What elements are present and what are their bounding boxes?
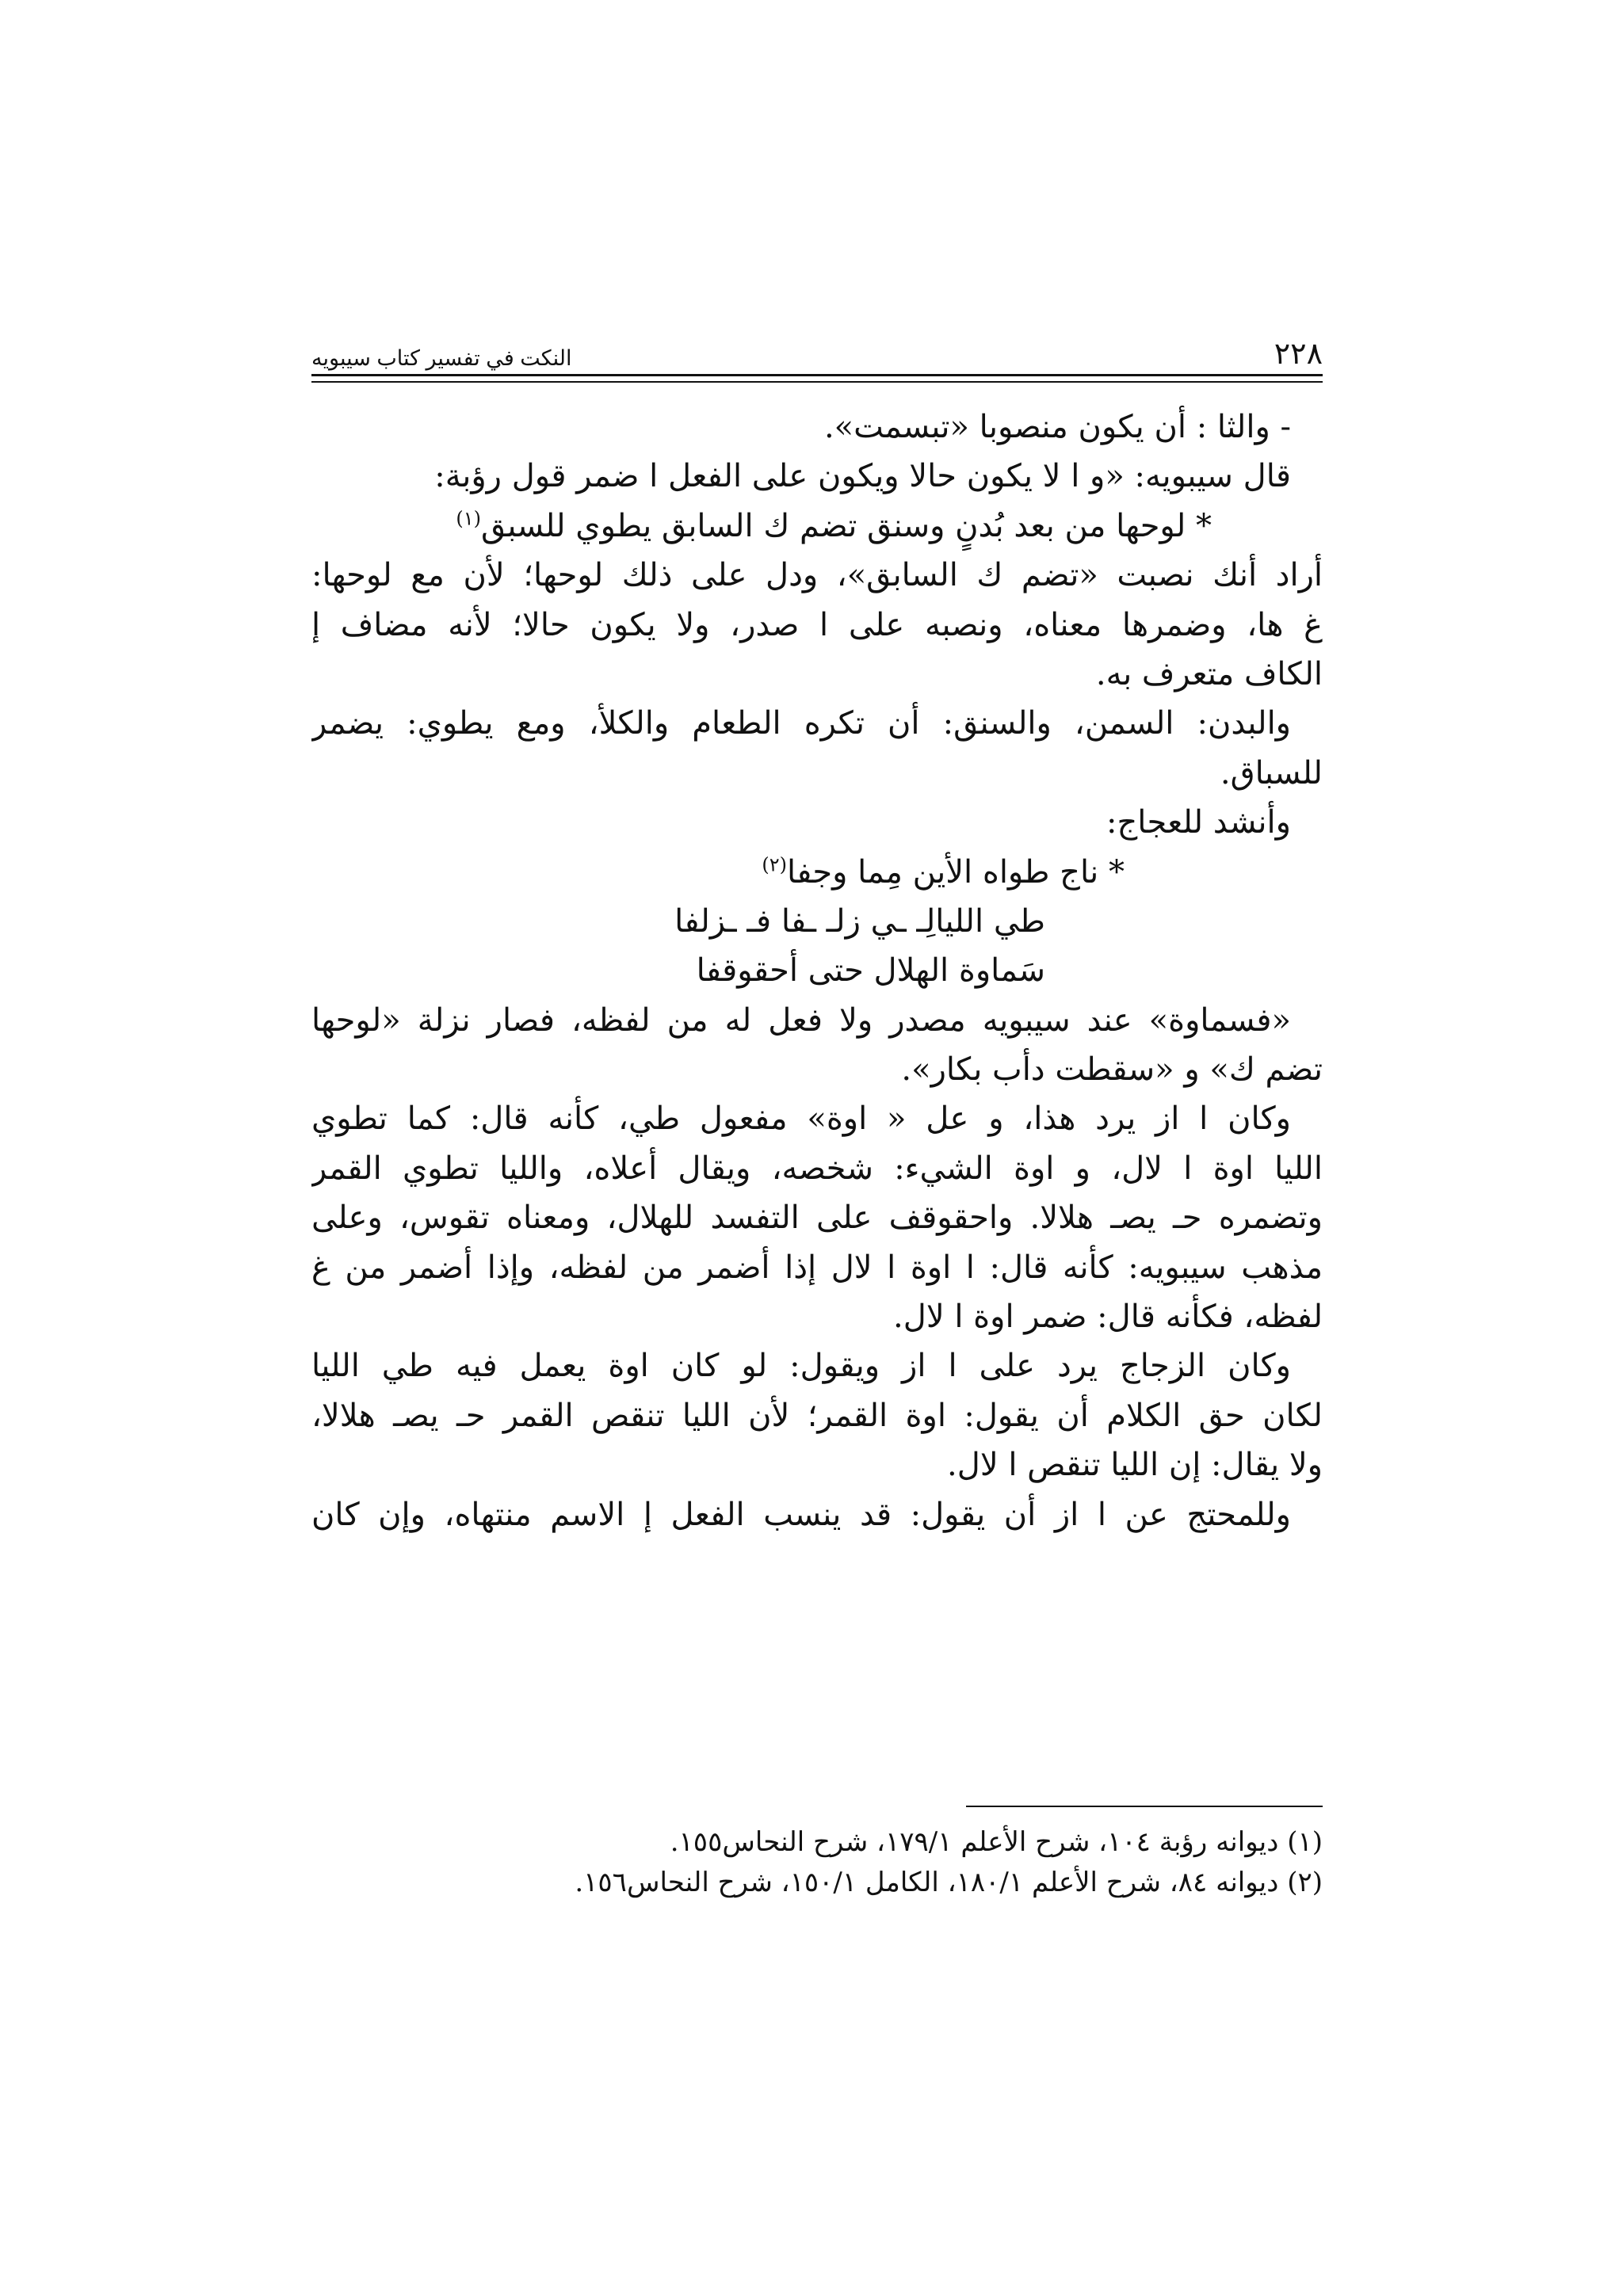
text-line: وتضمره حـ يصـ هلالا. واحقوقف على التفسد للهلال، ومعناه تقوس، وعلى (311, 1199, 1323, 1237)
verse-line: طي الليالِـ ـي زلـ ـفا فـ ـزلفا (674, 902, 1045, 940)
text-line: ولا يقال: إن الليا تنقص ا لال. (947, 1447, 1323, 1484)
text-line: قال سيبويه: «و ا لا يكون حالا ويكون على الفعل ا ضمر قول رؤبة: (434, 458, 1291, 495)
text-line: تضم ك» و «سقطت دأب بكار». (901, 1051, 1323, 1089)
running-title: النكت في تفسير كتاب سيبويه (311, 346, 572, 370)
page-header (311, 323, 1323, 371)
verse-line: سَماوة الهلال حتى أحقوقفا (696, 952, 1045, 990)
footnote: (٢) ديوانه ٨٤، شرح الأعلم ١٨٠/١، الكامل ١٥٠/١، شرح النحاس١٥٦. (575, 1867, 1323, 1898)
text-line: وللمحتج عن ا از أن يقول: قد ينسب الفعل إ الاسم منتهاه، وإن كان (311, 1496, 1291, 1533)
header-rule-thin (311, 381, 1323, 383)
text-line: الليا اوة ا لال، و اوة الشيء: شخصه، ويقال أعلاه، والليا تطوي القمر (311, 1150, 1323, 1187)
verse-text: * لوحها من بعد بُدنٍ وسنق تضم ك السابق يطوي للسبق (481, 507, 1212, 544)
text-line: غ ها، وضمرها معناه، ونصبه على ا صدر، ولا يكون حالا؛ لأنه مضاف إ (311, 606, 1323, 643)
body-text (311, 402, 1323, 1539)
verse-line (311, 848, 1323, 897)
text-line: مذهب سيبويه: كأنه قال: ا اوة ا لال إذا أضمر من لفظه، وإذا أضمر من غ (311, 1249, 1323, 1286)
footnote-marker: (٢) (762, 853, 787, 876)
text-line: لكان حق الكلام أن يقول: اوة القمر؛ لأن الليا تنقص القمر حـ يصـ هلالا، (311, 1397, 1323, 1434)
text-line: - والثا : أن يكون منصوبا «تبسمت». (823, 409, 1291, 445)
text-line: والبدن: السمن، والسنق: أن تكره الطعام والكلأ، ومع يطوي: يضمر (311, 705, 1291, 742)
text-line: للسباق. (1220, 754, 1323, 791)
footnote-marker: (١) (456, 507, 482, 530)
footnote-rule (966, 1806, 1323, 1807)
footnote: (١) ديوانه رؤبة ١٠٤، شرح الأعلم ١٧٩/١، شرح النحاس١٥٥. (670, 1826, 1323, 1858)
text-line: لفظه، فكأنه قال: ضمر اوة ا لال. (893, 1299, 1323, 1336)
text-line: وكان الزجاج يرد على ا از ويقول: لو كان اوة يعمل فيه طي الليا (311, 1348, 1291, 1385)
text-line: «فسماوة» عند سيبويه مصدر ولا فعل له من لفظه، فصار نزلة «لوحها (311, 1001, 1291, 1039)
footnotes (311, 1822, 1323, 1903)
text-line: وأنشد للعجاج: (1106, 804, 1291, 841)
verse-line (311, 502, 1323, 551)
verse-text: * ناج طواه الأين مِما وجفا (787, 853, 1125, 891)
header-rule-thick (311, 374, 1323, 376)
text-line: وكان ا از يرد هذا، و عل « اوة» مفعول طي، كأنه قال: كما تطوي (311, 1100, 1291, 1138)
text-line: الكاف متعرف به. (1095, 655, 1323, 692)
text-line: أراد أنك نصبت «تضم ك السابق»، ودل على ذلك لوحها؛ لأن مع لوحها: (311, 557, 1323, 594)
page-number: ٢٢٨ (1274, 336, 1323, 371)
